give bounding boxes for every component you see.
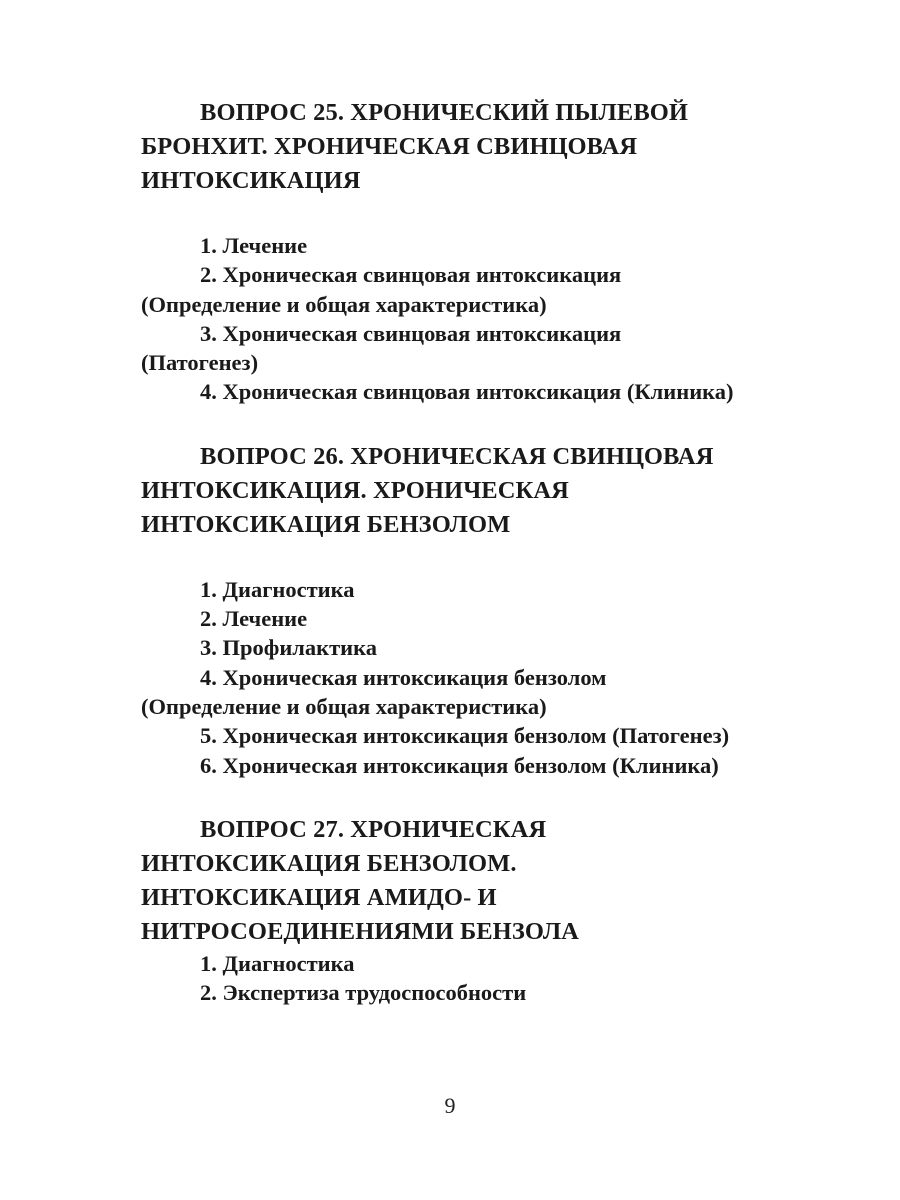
question-title: ВОПРОС 27. ХРОНИЧЕСКАЯ ИНТОКСИКАЦИЯ БЕНЗОЛОМ. ИНТОКСИКАЦИЯ АМИДО- И НИТРОСОЕДИНЕНИЯМИ БЕНЗОЛА [141, 815, 579, 945]
topic-item: 6. Хроническая интоксикация бензолом (Клиника) [200, 752, 719, 778]
question-title: ВОПРОС 26. ХРОНИЧЕСКАЯ СВИНЦОВАЯ ИНТОКСИКАЦИЯ. ХРОНИЧЕСКАЯ ИНТОКСИКАЦИЯ БЕНЗОЛОМ [141, 442, 714, 538]
topic-list [141, 575, 741, 780]
page-number: 9 [444, 1093, 456, 1118]
topic-item: 3. Хроническая свинцовая интоксикация (Патогенез) [141, 320, 622, 376]
topic-item: 1. Диагностика [200, 950, 355, 976]
topic-item: 2. Хроническая свинцовая интоксикация (Определение и общая характеристика) [141, 262, 622, 317]
topic-item: 1. Лечение [200, 233, 308, 258]
question-section-25 [141, 96, 741, 440]
topic-item: 3. Профилактика [200, 635, 378, 661]
question-section-27 [141, 813, 741, 1008]
question-title: ВОПРОС 25. ХРОНИЧЕСКИЙ ПЫЛЕВОЙ БРОНХИТ. ХРОНИЧЕСКАЯ СВИНЦОВАЯ ИНТОКСИКАЦИЯ [141, 99, 689, 194]
topic-list [141, 949, 741, 1008]
question-section-26 [141, 440, 741, 813]
topic-list [141, 231, 741, 407]
topic-item: 2. Экспертиза трудоспособности [200, 980, 527, 1006]
topic-item: 4. Хроническая свинцовая интоксикация (Клиника) [200, 379, 734, 405]
topic-item: 5. Хроническая интоксикация бензолом (Патогенез) [200, 723, 730, 749]
topic-item: 1. Диагностика [200, 576, 355, 602]
topic-item: 2. Лечение [200, 606, 308, 632]
page-content [141, 96, 741, 1007]
topic-item: 4. Хроническая интоксикация бензолом (Определение и общая характеристика) [141, 664, 607, 719]
